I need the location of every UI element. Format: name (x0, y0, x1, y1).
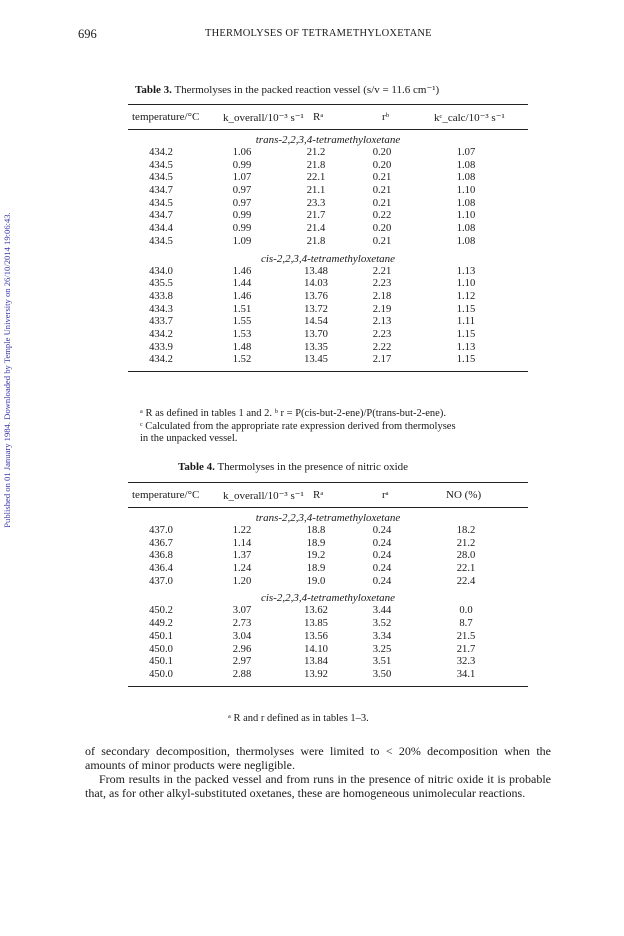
cell-k-overall: 0.99 (232, 223, 252, 235)
table3-caption-text: Thermolyses in the packed reaction vessel (s/v = 11.6 cm⁻¹) (171, 84, 440, 96)
cell-R: 14.54 (304, 316, 328, 328)
cell-r: 2.17 (372, 354, 392, 366)
cell-temperature: 434.3 (149, 303, 173, 315)
cell-no-percent: 0.0 (459, 605, 473, 617)
table-row (128, 538, 528, 551)
cell-R: 21.7 (306, 210, 326, 222)
body-paragraph-2-text: From results in the packed vessel and from runs in the presence of nitric oxide it is probable that, as for other alkyl-substituted oxetanes, these are homogeneous unimolecular reactions. (85, 772, 551, 800)
cell-temperature: 435.5 (149, 278, 173, 290)
cell-temperature: 450.0 (149, 643, 173, 655)
cell-r: 0.24 (372, 525, 392, 536)
cell-k-overall: 1.07 (232, 172, 252, 184)
table3-header-temperature: temperature/°C (132, 111, 200, 123)
table3-header-k-overall: k_overall/10⁻³ s⁻¹ (223, 112, 304, 124)
cell-temperature: 450.1 (149, 630, 173, 642)
table3-group-trans-rows (128, 147, 528, 249)
cell-no-percent: 22.1 (456, 563, 476, 575)
table4-header-R: Rᵃ (313, 489, 324, 501)
cell-k-overall: 1.48 (232, 341, 252, 353)
cell-R: 21.8 (306, 235, 326, 247)
cell-k-overall: 1.09 (232, 235, 252, 247)
cell-temperature: 434.0 (149, 265, 173, 277)
cell-temperature: 437.0 (149, 575, 173, 587)
cell-r: 2.19 (372, 303, 392, 315)
table-row (128, 576, 528, 589)
table4-caption (178, 461, 408, 473)
cell-k-overall: 1.46 (232, 265, 252, 277)
table-row (128, 210, 528, 223)
page-number: 696 (78, 27, 97, 41)
table-row (128, 525, 528, 538)
table-row (128, 605, 528, 618)
table4-header-temperature: temperature/°C (132, 489, 200, 501)
table-row (128, 354, 528, 367)
cell-no-percent: 32.3 (456, 656, 476, 668)
download-watermark (0, 150, 14, 590)
table4-group-cis: cis-2,2,3,4-tetramethyloxetane (260, 592, 396, 605)
table3-footnote-line-2: ᶜ Calculated from the appropriate rate expression derived from thermolyses (140, 420, 456, 432)
table3 (128, 104, 528, 372)
cell-temperature: 434.5 (149, 235, 173, 247)
table3-caption (135, 83, 439, 96)
table3-group-trans: trans-2,2,3,4-tetramethyloxetane (255, 134, 401, 146)
cell-R: 13.48 (304, 265, 328, 277)
table-row (128, 172, 528, 185)
cell-R: 13.84 (304, 656, 328, 668)
cell-R: 18.8 (306, 525, 326, 536)
cell-temperature: 437.0 (149, 525, 173, 536)
table-row (128, 185, 528, 198)
cell-R: 13.85 (304, 618, 328, 630)
cell-R: 23.3 (306, 197, 326, 209)
cell-no-percent: 21.5 (456, 630, 476, 642)
table-row (128, 550, 528, 563)
table3-header-r: rᵇ (382, 111, 390, 123)
cell-k-overall: 2.73 (232, 618, 252, 630)
cell-k-overall: 0.97 (232, 185, 252, 197)
cell-temperature: 436.4 (149, 563, 173, 575)
cell-k-overall: 1.52 (232, 354, 252, 366)
table4-group-trans-rows (128, 525, 528, 588)
cell-k-calc: 1.15 (456, 303, 476, 315)
cell-r: 2.23 (372, 278, 392, 290)
cell-r: 3.52 (372, 618, 392, 630)
cell-r: 0.24 (372, 550, 392, 562)
cell-r: 2.22 (372, 341, 392, 353)
table-row (128, 278, 528, 291)
table4-footnote: ᵃ R and r defined as in tables 1–3. (228, 713, 369, 724)
table4-group-cis-rows (128, 605, 528, 681)
table4-header-k-overall: k_overall/10⁻³ s⁻¹ (223, 490, 304, 502)
cell-k-calc: 1.07 (456, 147, 476, 158)
cell-k-overall: 2.88 (232, 668, 252, 680)
cell-temperature: 433.7 (149, 316, 173, 328)
table-row (128, 147, 528, 160)
table-row (128, 304, 528, 317)
table4-bottom-rule (128, 686, 528, 687)
cell-k-overall: 1.51 (232, 303, 252, 315)
cell-R: 19.0 (306, 575, 326, 587)
cell-no-percent: 8.7 (459, 618, 473, 630)
cell-k-calc: 1.10 (456, 210, 476, 222)
cell-r: 3.44 (372, 605, 392, 617)
cell-R: 13.70 (304, 328, 328, 340)
cell-k-calc: 1.13 (456, 341, 476, 353)
cell-r: 0.20 (372, 147, 392, 158)
cell-k-overall: 3.04 (232, 630, 252, 642)
cell-k-overall: 1.06 (232, 147, 252, 158)
cell-temperature: 450.1 (149, 656, 173, 668)
cell-k-calc: 1.08 (456, 159, 476, 171)
cell-k-overall: 0.97 (232, 197, 252, 209)
cell-k-overall: 0.99 (232, 210, 252, 222)
cell-temperature: 449.2 (149, 618, 173, 630)
table3-header-k-calc: kᶜ_calc/10⁻³ s⁻¹ (434, 112, 505, 124)
table3-footnote-line-1: ᵃ R as defined in tables 1 and 2. ᵇ r = P(cis-but-2-ene)/P(trans-but-2-ene). (140, 408, 446, 419)
table-row (128, 342, 528, 355)
body-paragraph-1: of secondary decomposition, thermolyses were limited to < 20% decomposition when the amounts of minor products were negligible. (85, 744, 551, 772)
table-row (128, 266, 528, 279)
cell-r: 0.21 (372, 172, 392, 184)
cell-r: 0.20 (372, 223, 392, 235)
cell-r: 3.34 (372, 630, 392, 642)
table-row (128, 223, 528, 236)
cell-k-overall: 1.20 (232, 575, 252, 587)
cell-r: 0.21 (372, 185, 392, 197)
cell-temperature: 450.2 (149, 605, 173, 617)
cell-temperature: 434.2 (149, 328, 173, 340)
cell-R: 21.2 (306, 147, 326, 158)
cell-k-overall: 1.37 (232, 550, 252, 562)
cell-k-calc: 1.12 (456, 290, 476, 302)
cell-r: 0.22 (372, 210, 392, 222)
cell-k-overall: 1.44 (232, 278, 252, 290)
cell-r: 0.21 (372, 197, 392, 209)
table3-group-cis-rows (128, 266, 528, 368)
cell-k-overall: 2.97 (232, 656, 252, 668)
cell-k-overall: 1.53 (232, 328, 252, 340)
table-row (128, 669, 528, 682)
cell-R: 18.9 (306, 537, 326, 549)
cell-r: 3.50 (372, 668, 392, 680)
cell-R: 13.92 (304, 668, 328, 680)
cell-k-calc: 1.11 (456, 316, 476, 328)
cell-r: 2.18 (372, 290, 392, 302)
cell-R: 13.35 (304, 341, 328, 353)
cell-temperature: 434.7 (149, 210, 173, 222)
table4-header-row (128, 483, 528, 507)
table3-footnote-line-3: in the unpacked vessel. (140, 433, 238, 444)
cell-temperature: 434.7 (149, 185, 173, 197)
cell-R: 13.72 (304, 303, 328, 315)
cell-k-calc: 1.08 (456, 235, 476, 247)
cell-R: 13.62 (304, 605, 328, 617)
running-head: THERMOLYSES OF TETRAMETHYLOXETANE (205, 28, 432, 39)
cell-R: 19.2 (306, 550, 326, 562)
cell-R: 13.56 (304, 630, 328, 642)
cell-R: 18.9 (306, 563, 326, 575)
cell-R: 21.4 (306, 223, 326, 235)
table-row (128, 316, 528, 329)
cell-k-calc: 1.10 (456, 278, 476, 290)
table3-label: Table 3. (135, 84, 172, 96)
cell-temperature: 434.5 (149, 197, 173, 209)
cell-R: 13.76 (304, 290, 328, 302)
cell-k-overall: 1.55 (232, 316, 252, 328)
cell-R: 14.10 (304, 643, 328, 655)
table3-header-R: Rᵃ (313, 111, 324, 123)
table4-group-trans: trans-2,2,3,4-tetramethyloxetane (255, 512, 401, 524)
body-paragraph-2 (85, 772, 551, 800)
cell-R: 22.1 (306, 172, 326, 184)
cell-k-calc: 1.08 (456, 223, 476, 235)
cell-r: 0.24 (372, 575, 392, 587)
table4-header-no-percent: NO (%) (446, 489, 482, 501)
table4-header-r: rᵃ (382, 489, 389, 501)
cell-r: 3.25 (372, 643, 392, 655)
cell-no-percent: 21.7 (456, 643, 476, 655)
table-row (128, 644, 528, 657)
table4-label: Table 4. (178, 461, 215, 473)
cell-r: 0.24 (372, 537, 392, 549)
cell-r: 0.20 (372, 159, 392, 171)
cell-r: 0.24 (372, 563, 392, 575)
watermark-text: Published on 01 January 1984. Downloaded by Temple University on 26/10/2014 19:06:43. (2, 212, 12, 528)
table3-group-cis: cis-2,2,3,4-tetramethyloxetane (260, 252, 396, 265)
table-row (128, 329, 528, 342)
cell-no-percent: 21.2 (456, 537, 476, 549)
cell-R: 21.8 (306, 159, 326, 171)
table-row (128, 563, 528, 576)
table-row (128, 291, 528, 304)
table-row (128, 656, 528, 669)
cell-no-percent: 22.4 (456, 575, 476, 587)
cell-k-calc: 1.08 (456, 172, 476, 184)
cell-k-overall: 3.07 (232, 605, 252, 617)
table4 (128, 482, 528, 687)
table3-header-row (128, 105, 528, 129)
cell-no-percent: 34.1 (456, 668, 476, 680)
table-row (128, 618, 528, 631)
cell-temperature: 433.9 (149, 341, 173, 353)
cell-r: 3.51 (372, 656, 392, 668)
cell-no-percent: 28.0 (456, 550, 476, 562)
table3-footnotes (140, 408, 520, 446)
cell-r: 2.21 (372, 265, 392, 277)
cell-r: 0.21 (372, 235, 392, 247)
cell-k-overall: 1.22 (232, 525, 252, 536)
table-row (128, 631, 528, 644)
cell-temperature: 434.5 (149, 172, 173, 184)
cell-no-percent: 18.2 (456, 525, 476, 536)
cell-temperature: 434.5 (149, 159, 173, 171)
cell-R: 13.45 (304, 354, 328, 366)
cell-r: 2.13 (372, 316, 392, 328)
cell-temperature: 436.8 (149, 550, 173, 562)
cell-temperature: 434.4 (149, 223, 173, 235)
cell-k-calc: 1.15 (456, 354, 476, 366)
cell-k-overall: 2.96 (232, 643, 252, 655)
cell-k-calc: 1.08 (456, 197, 476, 209)
cell-temperature: 434.2 (149, 147, 173, 158)
cell-k-overall: 1.24 (232, 563, 252, 575)
cell-r: 2.23 (372, 328, 392, 340)
cell-R: 21.1 (306, 185, 326, 197)
cell-temperature: 433.8 (149, 290, 173, 302)
table3-bottom-rule (128, 371, 528, 372)
cell-k-calc: 1.10 (456, 185, 476, 197)
cell-k-calc: 1.15 (456, 328, 476, 340)
table-row (128, 198, 528, 211)
cell-temperature: 434.2 (149, 354, 173, 366)
cell-temperature: 450.0 (149, 668, 173, 680)
table-row (128, 236, 528, 249)
table4-caption-text: Thermolyses in the presence of nitric oxide (214, 461, 409, 473)
cell-R: 14.03 (304, 278, 328, 290)
cell-k-calc: 1.13 (456, 265, 476, 277)
cell-k-overall: 1.46 (232, 290, 252, 302)
cell-temperature: 436.7 (149, 537, 173, 549)
table-row (128, 160, 528, 173)
cell-k-overall: 0.99 (232, 159, 252, 171)
cell-k-overall: 1.14 (232, 537, 252, 549)
